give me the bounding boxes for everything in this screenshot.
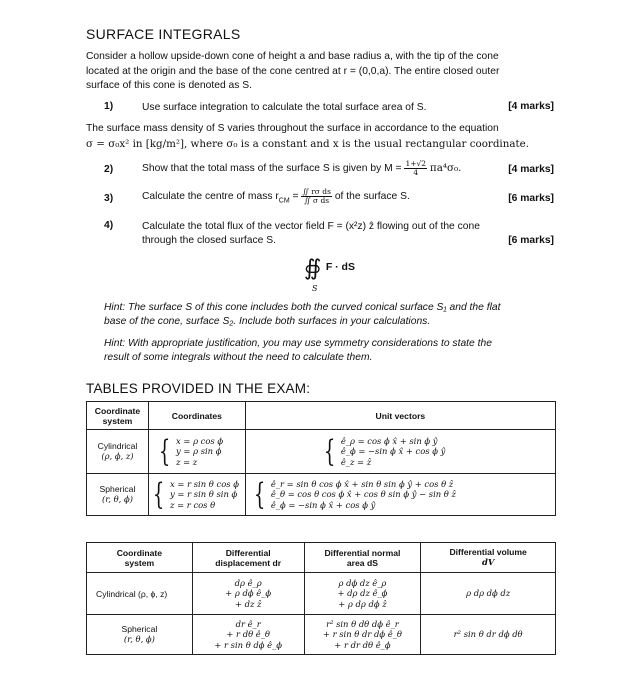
flux-integral [304, 256, 355, 281]
equation: x = ρ cos ϕ [176, 435, 224, 446]
header-line: Differential normal [324, 547, 401, 558]
area-cell [304, 615, 421, 655]
table-header-row [87, 402, 556, 430]
displacement-cell [192, 573, 304, 615]
equation: z = z [176, 456, 198, 467]
brace-icon: { [253, 476, 266, 512]
displacement-cell [192, 615, 304, 655]
equation: y = ρ sin ϕ [176, 446, 222, 457]
intro-line: located at the origin and the base of the cone centred at r = (0,0,a). The entire closed outer [86, 65, 500, 77]
unit-vectors-cell [245, 430, 555, 474]
area-cell [304, 573, 421, 615]
header-line: area dS [346, 557, 378, 568]
tables-section-title: TABLES PROVIDED IN THE EXAM: [86, 381, 311, 396]
fraction-denominator: 4 [413, 168, 419, 177]
header-line: displacement dr [215, 557, 282, 568]
table-header: Coordinate system [87, 402, 149, 430]
system-cell: Cylindrical (ρ, ϕ, z) [87, 573, 193, 615]
equation: ρ dϕ dz ê_ρ [338, 577, 387, 588]
coordinates-cell [148, 430, 245, 474]
system-cell [87, 615, 193, 655]
question-text [142, 160, 461, 177]
brace-icon: { [323, 433, 336, 469]
equation: + dz ẑ [234, 598, 262, 609]
fraction [404, 160, 427, 177]
question-text [142, 188, 410, 208]
hint-paragraph [104, 337, 556, 365]
hint-paragraph [104, 301, 556, 329]
question-text-line: through the closed surface S. [142, 235, 276, 246]
header-line: Coordinate [116, 547, 163, 558]
table-header [87, 543, 193, 573]
equation: ê_r = sin θ cos ϕ x̂ + sin θ sin ϕ ŷ + cos θ ẑ [270, 478, 454, 489]
density-line: The surface mass density of S varies throughout the surface in accordance to the equation [86, 123, 499, 134]
question-number: 4) [104, 220, 114, 231]
equation: ê_z = ẑ [340, 456, 372, 467]
equation: dρ ê_ρ [234, 577, 262, 588]
equation: dr ê_r [235, 618, 261, 629]
question-marks: [6 marks] [508, 235, 554, 246]
system-vars: (r, θ, ϕ) [123, 634, 155, 645]
system-vars: (r, θ, ϕ) [101, 494, 133, 505]
equation: + dρ dz ê_ϕ [337, 588, 388, 599]
page-title: SURFACE INTEGRALS [86, 26, 241, 42]
question-marks: [6 marks] [508, 193, 554, 204]
system-cell [87, 474, 149, 516]
system-vars: (ρ, ϕ, z) [101, 451, 134, 462]
question-marks: [4 marks] [508, 164, 554, 175]
equation: r² sin θ dθ dϕ ê_r [326, 618, 399, 629]
question-text-part: Calculate the centre of mass r [142, 191, 279, 203]
question-text-line: Calculate the total flux of the vector field F = (x²z) ẑ flowing out of the cone [142, 221, 480, 232]
equation: + r sin θ dϕ ê_ϕ [214, 639, 282, 650]
equation: x = r sin θ cos ϕ [170, 478, 239, 489]
question-text: Use surface integration to calculate the total surface area of S. [142, 102, 427, 113]
closed-surface-integral-symbol: ∯ [304, 256, 322, 281]
flux-integrand: F · dS [325, 261, 355, 273]
system-name: Spherical [121, 624, 158, 635]
intro-line: surface of this cone is denoted as S. [86, 80, 252, 92]
equation: ê_ϕ = −sin ϕ x̂ + cos ϕ ŷ [340, 446, 446, 457]
question-number: 2) [104, 164, 114, 175]
table-row [87, 573, 556, 615]
brace-icon: { [152, 476, 165, 512]
hint-line: result of some integrals without the need to calculate them. [104, 352, 373, 364]
subscript: CM [278, 197, 290, 205]
brace-icon: { [158, 433, 171, 469]
fraction-denominator: ∬ σ ds [304, 196, 330, 205]
density-line: σ = σ₀x² in [kg/m²], where σ₀ is a constant and x is the usual rectangular coordinate. [86, 137, 530, 150]
equation: y = r sin θ sin ϕ [170, 489, 238, 500]
equation: ê_θ = cos θ cos ϕ x̂ + cos θ sin ϕ ŷ − sin θ ẑ [270, 489, 456, 500]
table-header [192, 543, 304, 573]
table-header [304, 543, 421, 573]
coordinates-cell [148, 474, 245, 516]
equation: + r dr dθ ê_ϕ [334, 639, 391, 650]
equation: + ρ dϕ ê_ϕ [225, 588, 272, 599]
question-marks: [4 marks] [508, 101, 554, 112]
header-line: Differential volume [449, 547, 527, 558]
equation: + r dθ ê_θ [226, 629, 270, 640]
hint-line: Hint: With appropriate justification, you may use symmetry considerations to state the [104, 338, 492, 349]
intro-line: Consider a hollow upside-down cone of height a and base radius a, with the tip of the cone [86, 51, 499, 62]
table-header: Unit vectors [245, 402, 555, 430]
system-cell [87, 430, 149, 474]
coordinates-table [86, 401, 556, 516]
table-row [87, 430, 556, 474]
fraction [301, 188, 332, 205]
integral-subscript: S [312, 284, 318, 293]
volume-cell: r² sin θ dr dϕ dθ [421, 615, 556, 655]
hint-line: Hint: The surface S of this cone includes both the curved conical surface S₁ and the flat [104, 302, 501, 313]
equation: + ρ dρ dϕ ẑ [338, 598, 387, 609]
volume-cell: ρ dρ dϕ dz [421, 573, 556, 615]
unit-vectors-cell [245, 474, 555, 516]
question-number: 1) [104, 101, 114, 112]
question-text-part: πa⁴σ₀. [429, 162, 462, 175]
table-header-row [87, 543, 556, 573]
question-text-part: of the surface S. [334, 191, 410, 203]
table-header [421, 543, 556, 573]
header-line: system [124, 557, 155, 568]
question-text-part: Show that the total mass of the surface S is given by M = [142, 163, 402, 175]
table-row [87, 615, 556, 655]
equation: z = r cos θ [170, 499, 216, 510]
equation: ê_ϕ = −sin ϕ x̂ + cos ϕ ŷ [270, 499, 376, 510]
question-number: 3) [104, 193, 114, 204]
equation: ê_ρ = cos ϕ x̂ + sin ϕ ŷ [340, 435, 438, 446]
system-name: Cylindrical [97, 441, 138, 452]
intro-paragraph [86, 50, 556, 94]
table-header: Coordinates [148, 402, 245, 430]
hint-line: base of the cone, surface S₂. Include both surfaces in your calculations. [104, 316, 431, 328]
equation: + r sin θ dr dϕ ê_θ [322, 629, 402, 640]
fraction-numerator: 1+√2 [405, 159, 427, 168]
differentials-table [86, 542, 556, 655]
equals-sign: = [292, 191, 299, 203]
table-row [87, 474, 556, 516]
density-paragraph [86, 122, 556, 151]
header-line: dV [481, 557, 495, 568]
header-line: Differential [225, 547, 271, 558]
fraction-numerator: ∬ rσ ds [302, 187, 331, 196]
system-name: Spherical [99, 484, 136, 495]
